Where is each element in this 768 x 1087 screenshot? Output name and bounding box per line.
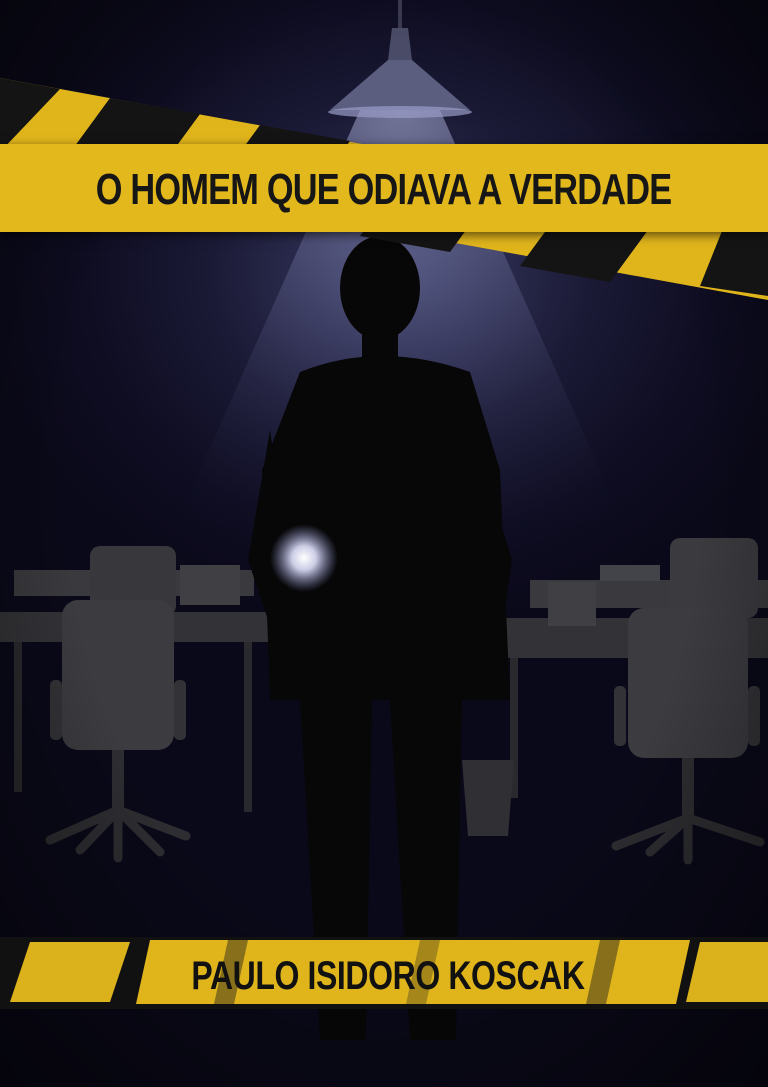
book-author: PAULO ISIDORO KOSCAK [191,954,585,998]
book-title: O HOMEM QUE ODIAVA A VERDADE [95,165,672,214]
